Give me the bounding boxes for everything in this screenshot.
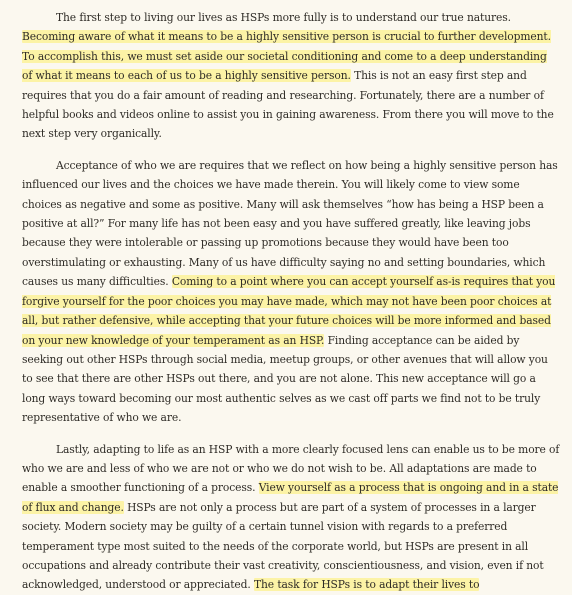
paragraph-adaptation bbox=[22, 440, 560, 595]
paragraph-2-text: Acceptance of who we are requires that we reflect on how being a highly sensitive person has influenced our lives and the choices we have made therein. You will likely come to view some choices as negative and some as positive. Many will ask themselves “how has being a HSP been a positive at all?” For many life has not been easy and you have suffered greatly, like leaving jobs because they were intolerable or passing up promotions because they would have been too overstimulating or exhausting. Many of us have difficulty saying no and setting boundaries, which causes us many difficulties. bbox=[22, 158, 558, 289]
highlighted-passage[interactable]: The task for HSPs is to adapt their lives to bbox=[253, 578, 480, 592]
highlighted-passage[interactable]: View yourself as a process that is ongoing and in a state of flux and change. bbox=[22, 481, 559, 514]
paragraph-1-text: The first step to living our lives as HSPs more fully is to understand our true natures. bbox=[56, 11, 511, 24]
paragraph-1-text: This is not an easy first step and requires that you do a fair amount of reading and researching. Fortunately, there are a number of helpful books and videos online to assist you in gaining awareness. From there you will move to the next step very organically. bbox=[22, 69, 554, 141]
paragraph-2-text: Finding acceptance can be aided by seeking out other HSPs through social media, meetup groups, or other avenues that will allow you to see that there are other HSPs out there, and you are not alone. This new acceptance will go a long ways toward becoming our most authentic selves as we cast off parts we find not to be truly representative of who we are. bbox=[22, 333, 548, 425]
paragraph-awareness bbox=[22, 8, 560, 144]
highlighted-passage[interactable]: Coming to a point where you can accept yourself as-is requires that you forgive yourself for the poor choices you may have made, which may not have been poor choices at all, but rather defensive, while accepting that your future choices will be more informed and based on your new knowledge of your temperament as an HSP. bbox=[22, 275, 556, 347]
paragraph-3-text: HSPs are not only a process but are part of a system of processes in a larger society. Modern society may be guilty of a certain tunnel vision with regards to a preferred temperament type most suited to the needs of the corporate world, but HSPs are present in all occupations and already contribute their vast creativity, conscientiousness, and vision, even if not acknowledged, understood or appreciated. bbox=[22, 500, 544, 592]
highlighted-passage[interactable]: Becoming aware of what it means to be a highly sensitive person is crucial to further development. To accomplish this, we must set aside our societal conditioning and come to a deep understanding of what it means to each of us to be a highly sensitive person. bbox=[22, 30, 551, 83]
paragraph-acceptance bbox=[22, 156, 560, 428]
paragraph-3-text: Lastly, adapting to life as an HSP with a more clearly focused lens can enable us to be more of who we are and less of who we are not or who we do not wish to be. All adaptations are made to enable a smoother functioning of a process. bbox=[22, 442, 560, 495]
